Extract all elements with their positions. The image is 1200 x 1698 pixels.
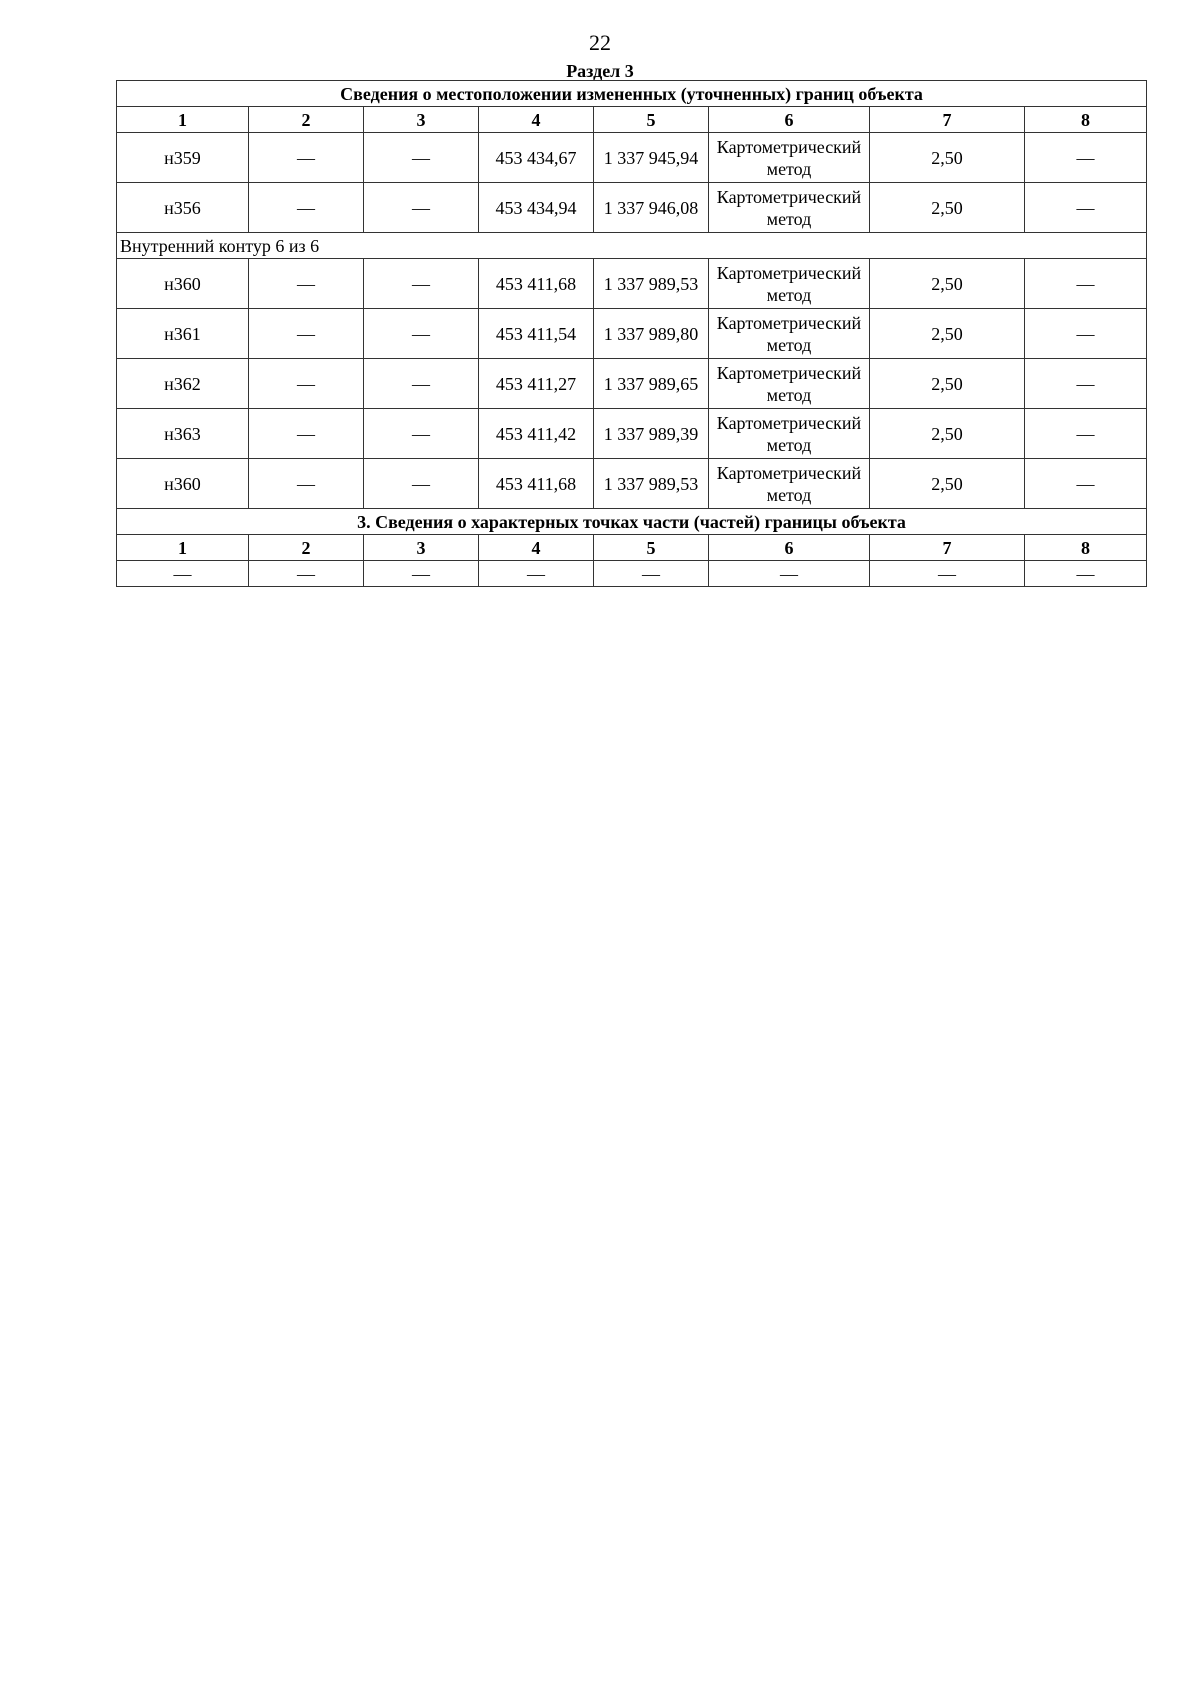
coord-x: 453 434,67 — [479, 133, 594, 183]
table-cell: — — [594, 561, 709, 587]
method: Картометрический метод — [709, 133, 870, 183]
column-header: 7 — [870, 535, 1025, 561]
column-header: 1 — [117, 535, 249, 561]
coord-x: 453 411,68 — [479, 459, 594, 509]
table-cell: — — [364, 259, 479, 309]
coord-y: 1 337 989,80 — [594, 309, 709, 359]
table-cell: — — [249, 359, 364, 409]
table-cell: — — [364, 309, 479, 359]
method: Картометрический метод — [709, 409, 870, 459]
column-header: 3 — [364, 535, 479, 561]
coord-y: 1 337 989,53 — [594, 459, 709, 509]
point-id: н356 — [117, 183, 249, 233]
table-cell: — — [364, 183, 479, 233]
method: Картометрический метод — [709, 259, 870, 309]
coordinates-table — [116, 80, 1147, 587]
table-cell: — — [364, 561, 479, 587]
table2-title-row — [117, 509, 1147, 535]
accuracy: 2,50 — [870, 309, 1025, 359]
column-header: 4 — [479, 107, 594, 133]
table-row — [117, 309, 1147, 359]
table-cell: — — [249, 259, 364, 309]
table-cell: — — [364, 409, 479, 459]
coord-y: 1 337 945,94 — [594, 133, 709, 183]
table-cell: — — [870, 561, 1025, 587]
column-header: 8 — [1025, 107, 1147, 133]
table-cell: — — [364, 133, 479, 183]
table-cell: — — [1025, 359, 1147, 409]
table-cell: — — [249, 409, 364, 459]
coord-x: 453 434,94 — [479, 183, 594, 233]
table-cell: — — [1025, 133, 1147, 183]
column-header: 5 — [594, 535, 709, 561]
method: Картометрический метод — [709, 459, 870, 509]
table-cell: — — [1025, 459, 1147, 509]
table1-title: Сведения о местоположении измененных (уточненных) границ объекта — [117, 81, 1147, 107]
table-row — [117, 259, 1147, 309]
table-cell: — — [249, 183, 364, 233]
table-cell: — — [249, 309, 364, 359]
contour-label: Внутренний контур 6 из 6 — [117, 233, 1147, 259]
method: Картометрический метод — [709, 183, 870, 233]
table-row — [117, 183, 1147, 233]
table-cell: — — [1025, 309, 1147, 359]
table-row — [117, 409, 1147, 459]
table-cell: — — [1025, 561, 1147, 587]
table-cell: — — [1025, 183, 1147, 233]
accuracy: 2,50 — [870, 259, 1025, 309]
column-header: 6 — [709, 107, 870, 133]
column-header: 2 — [249, 107, 364, 133]
table1-title-row — [117, 81, 1147, 107]
accuracy: 2,50 — [870, 409, 1025, 459]
point-id: н359 — [117, 133, 249, 183]
accuracy: 2,50 — [870, 459, 1025, 509]
point-id: н363 — [117, 409, 249, 459]
coord-y: 1 337 946,08 — [594, 183, 709, 233]
point-id: н360 — [117, 459, 249, 509]
section-title: Раздел 3 — [566, 61, 634, 81]
table-cell: — — [364, 459, 479, 509]
column-header: 6 — [709, 535, 870, 561]
column-header: 5 — [594, 107, 709, 133]
table-row — [117, 133, 1147, 183]
column-header: 1 — [117, 107, 249, 133]
coord-x: 453 411,54 — [479, 309, 594, 359]
contour-row — [117, 233, 1147, 259]
column-header: 3 — [364, 107, 479, 133]
point-id: н361 — [117, 309, 249, 359]
table-cell: — — [1025, 409, 1147, 459]
table1-header-row — [117, 107, 1147, 133]
column-header: 8 — [1025, 535, 1147, 561]
accuracy: 2,50 — [870, 183, 1025, 233]
page-number: 22 — [589, 30, 611, 55]
table2-title: 3. Сведения о характерных точках части (частей) границы объекта — [117, 509, 1147, 535]
coord-y: 1 337 989,65 — [594, 359, 709, 409]
table-row — [117, 359, 1147, 409]
table-cell: — — [249, 459, 364, 509]
table-cell: — — [709, 561, 870, 587]
column-header: 7 — [870, 107, 1025, 133]
coord-x: 453 411,68 — [479, 259, 594, 309]
coord-y: 1 337 989,53 — [594, 259, 709, 309]
table-cell: — — [249, 133, 364, 183]
coord-x: 453 411,42 — [479, 409, 594, 459]
point-id: н362 — [117, 359, 249, 409]
point-id: н360 — [117, 259, 249, 309]
accuracy: 2,50 — [870, 133, 1025, 183]
table-row — [117, 459, 1147, 509]
method: Картометрический метод — [709, 359, 870, 409]
coord-x: 453 411,27 — [479, 359, 594, 409]
table-cell: — — [117, 561, 249, 587]
table2-header-row — [117, 535, 1147, 561]
table-row — [117, 561, 1147, 587]
accuracy: 2,50 — [870, 359, 1025, 409]
table-cell: — — [479, 561, 594, 587]
column-header: 2 — [249, 535, 364, 561]
table-cell: — — [249, 561, 364, 587]
table-cell: — — [1025, 259, 1147, 309]
table-cell: — — [364, 359, 479, 409]
method: Картометрический метод — [709, 309, 870, 359]
coord-y: 1 337 989,39 — [594, 409, 709, 459]
column-header: 4 — [479, 535, 594, 561]
